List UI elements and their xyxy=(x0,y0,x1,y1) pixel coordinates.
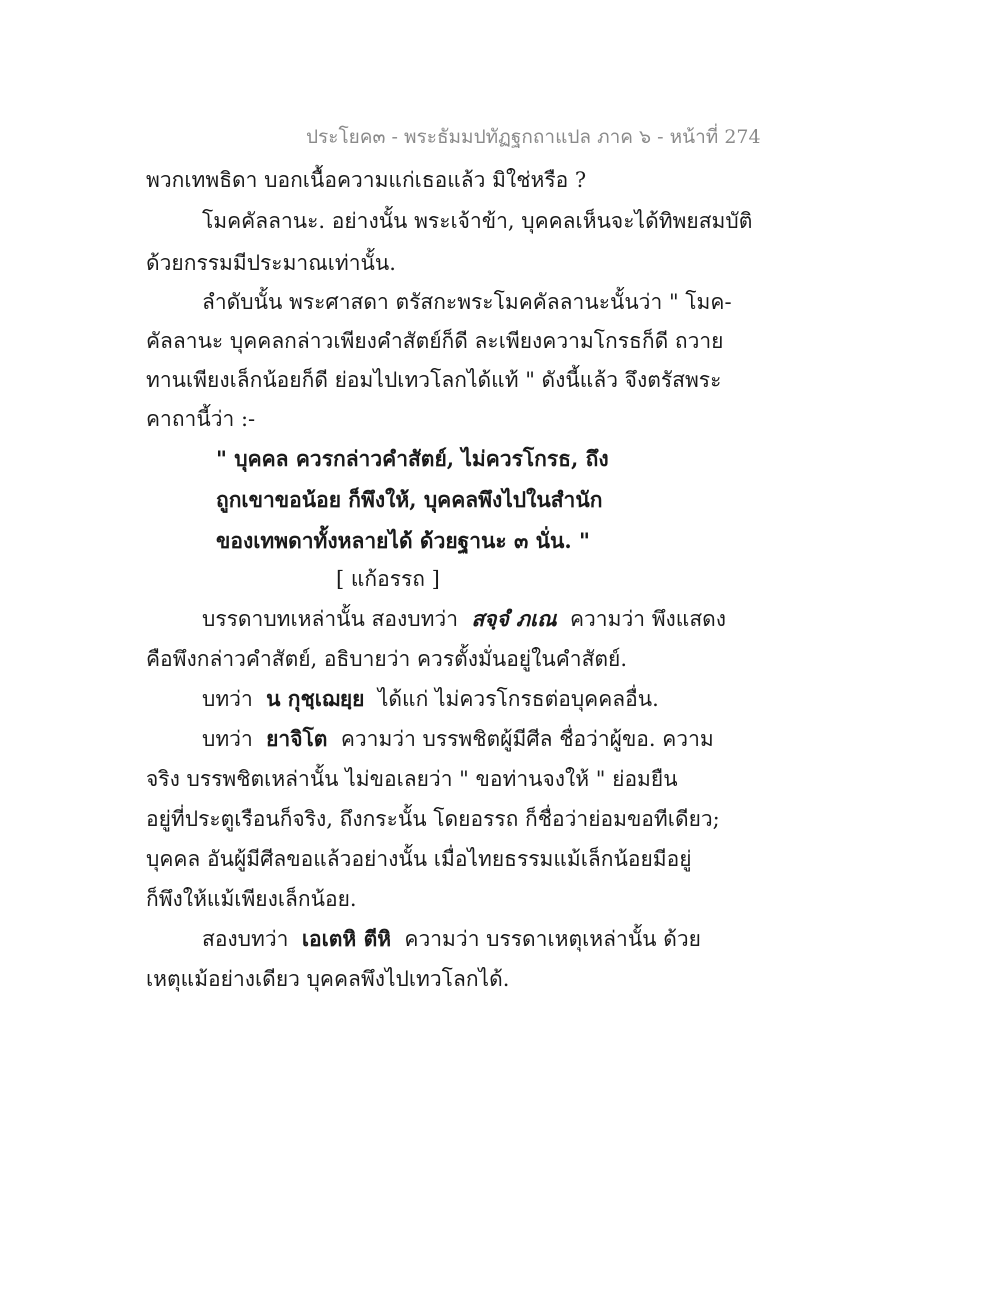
text-line xyxy=(202,603,726,636)
text-segment: ความว่า บรรดาเหตุเหล่านั้น ด้วย xyxy=(404,927,701,951)
text-line: คัลลานะ บุคคลกล่าวเพียงคำสัตย์ก็ดี ละเพียงความโกรธก็ดี ถวาย xyxy=(146,329,724,353)
text-segment: บทว่า xyxy=(202,727,253,751)
text-line: บุคคล อันผู้มีศีลขอแล้วอย่างนั้น เมื่อไทยธรรมแม้เล็กน้อยมีอยู่ xyxy=(146,847,692,871)
text-segment: บทว่า xyxy=(202,687,253,711)
verse-line: ถูกเขาขอน้อย ก็พึงให้, บุคคลพึงไปในสำนัก xyxy=(216,487,603,512)
pali-term: เอเตหิ ตีหิ xyxy=(301,926,392,951)
pali-term: ยาจิโต xyxy=(266,726,328,751)
text-segment: สองบทว่า xyxy=(202,927,289,951)
text-line xyxy=(202,923,701,956)
text-line: ลำดับนั้น พระศาสดา ตรัสกะพระโมคคัลลานะนั้นว่า " โมค- xyxy=(202,290,732,314)
text-line xyxy=(202,683,659,716)
text-segment: ความว่า บรรพชิตผู้มีศีล ชื่อว่าผู้ขอ. ความ xyxy=(340,727,714,751)
text-line: อยู่ที่ประตูเรือนก็จริง, ถึงกระนั้น โดยอรรถ ก็ชื่อว่าย่อมขอทีเดียว; xyxy=(146,807,720,831)
text-line: โมคคัลลานะ. อย่างนั้น พระเจ้าข้า, บุคคลเห็นจะได้ทิพยสมบัติ xyxy=(202,209,753,233)
text-segment: ความว่า พึงแสดง xyxy=(569,607,727,631)
pali-term: น กุชฺเฌยฺย xyxy=(266,686,365,711)
text-line: คือพึงกล่าวคำสัตย์, อธิบายว่า ควรตั้งมั่นอยู่ในคำสัตย์. xyxy=(146,647,628,671)
verse-line: ของเทพดาทั้งหลายได้ ด้วยฐานะ ๓ นั่น. " xyxy=(216,528,590,553)
verse-line: " บุคคล ควรกล่าวคำสัตย์, ไม่ควรโกรธ, ถึง xyxy=(216,446,609,471)
pali-term: สจฺจํ ภเณ xyxy=(471,606,557,631)
text-line: เหตุแม้อย่างเดียว บุคคลพึงไปเทวโลกได้. xyxy=(146,967,510,991)
running-header: ประโยค๓ - พระธัมมปทัฏฐกถาแปล ภาค ๖ - หน้าที่ 274 xyxy=(306,126,761,148)
text-line: จริง บรรพชิตเหล่านั้น ไม่ขอเลยว่า " ขอท่านจงให้ " ย่อมยืน xyxy=(146,767,678,791)
text-segment: ได้แก่ ไม่ควรโกรธต่อบุคคลอื่น. xyxy=(377,687,659,711)
text-line xyxy=(202,723,714,756)
text-line: คาถานี้ว่า :- xyxy=(146,407,256,431)
text-line: ด้วยกรรมมีประมาณเท่านั้น. xyxy=(146,251,396,275)
text-line: พวกเทพธิดา บอกเนื้อความแก่เธอแล้ว มิใช่หรือ ? xyxy=(146,168,587,192)
text-line: ก็พึงให้แม้เพียงเล็กน้อย. xyxy=(146,887,357,911)
text-segment: บรรดาบทเหล่านั้น สองบทว่า xyxy=(202,607,458,631)
section-heading: [ แก้อรรถ ] xyxy=(336,567,440,591)
text-line: ทานเพียงเล็กน้อยก็ดี ย่อมไปเทวโลกได้แท้ " ดังนี้แล้ว จึงตรัสพระ xyxy=(146,368,722,392)
